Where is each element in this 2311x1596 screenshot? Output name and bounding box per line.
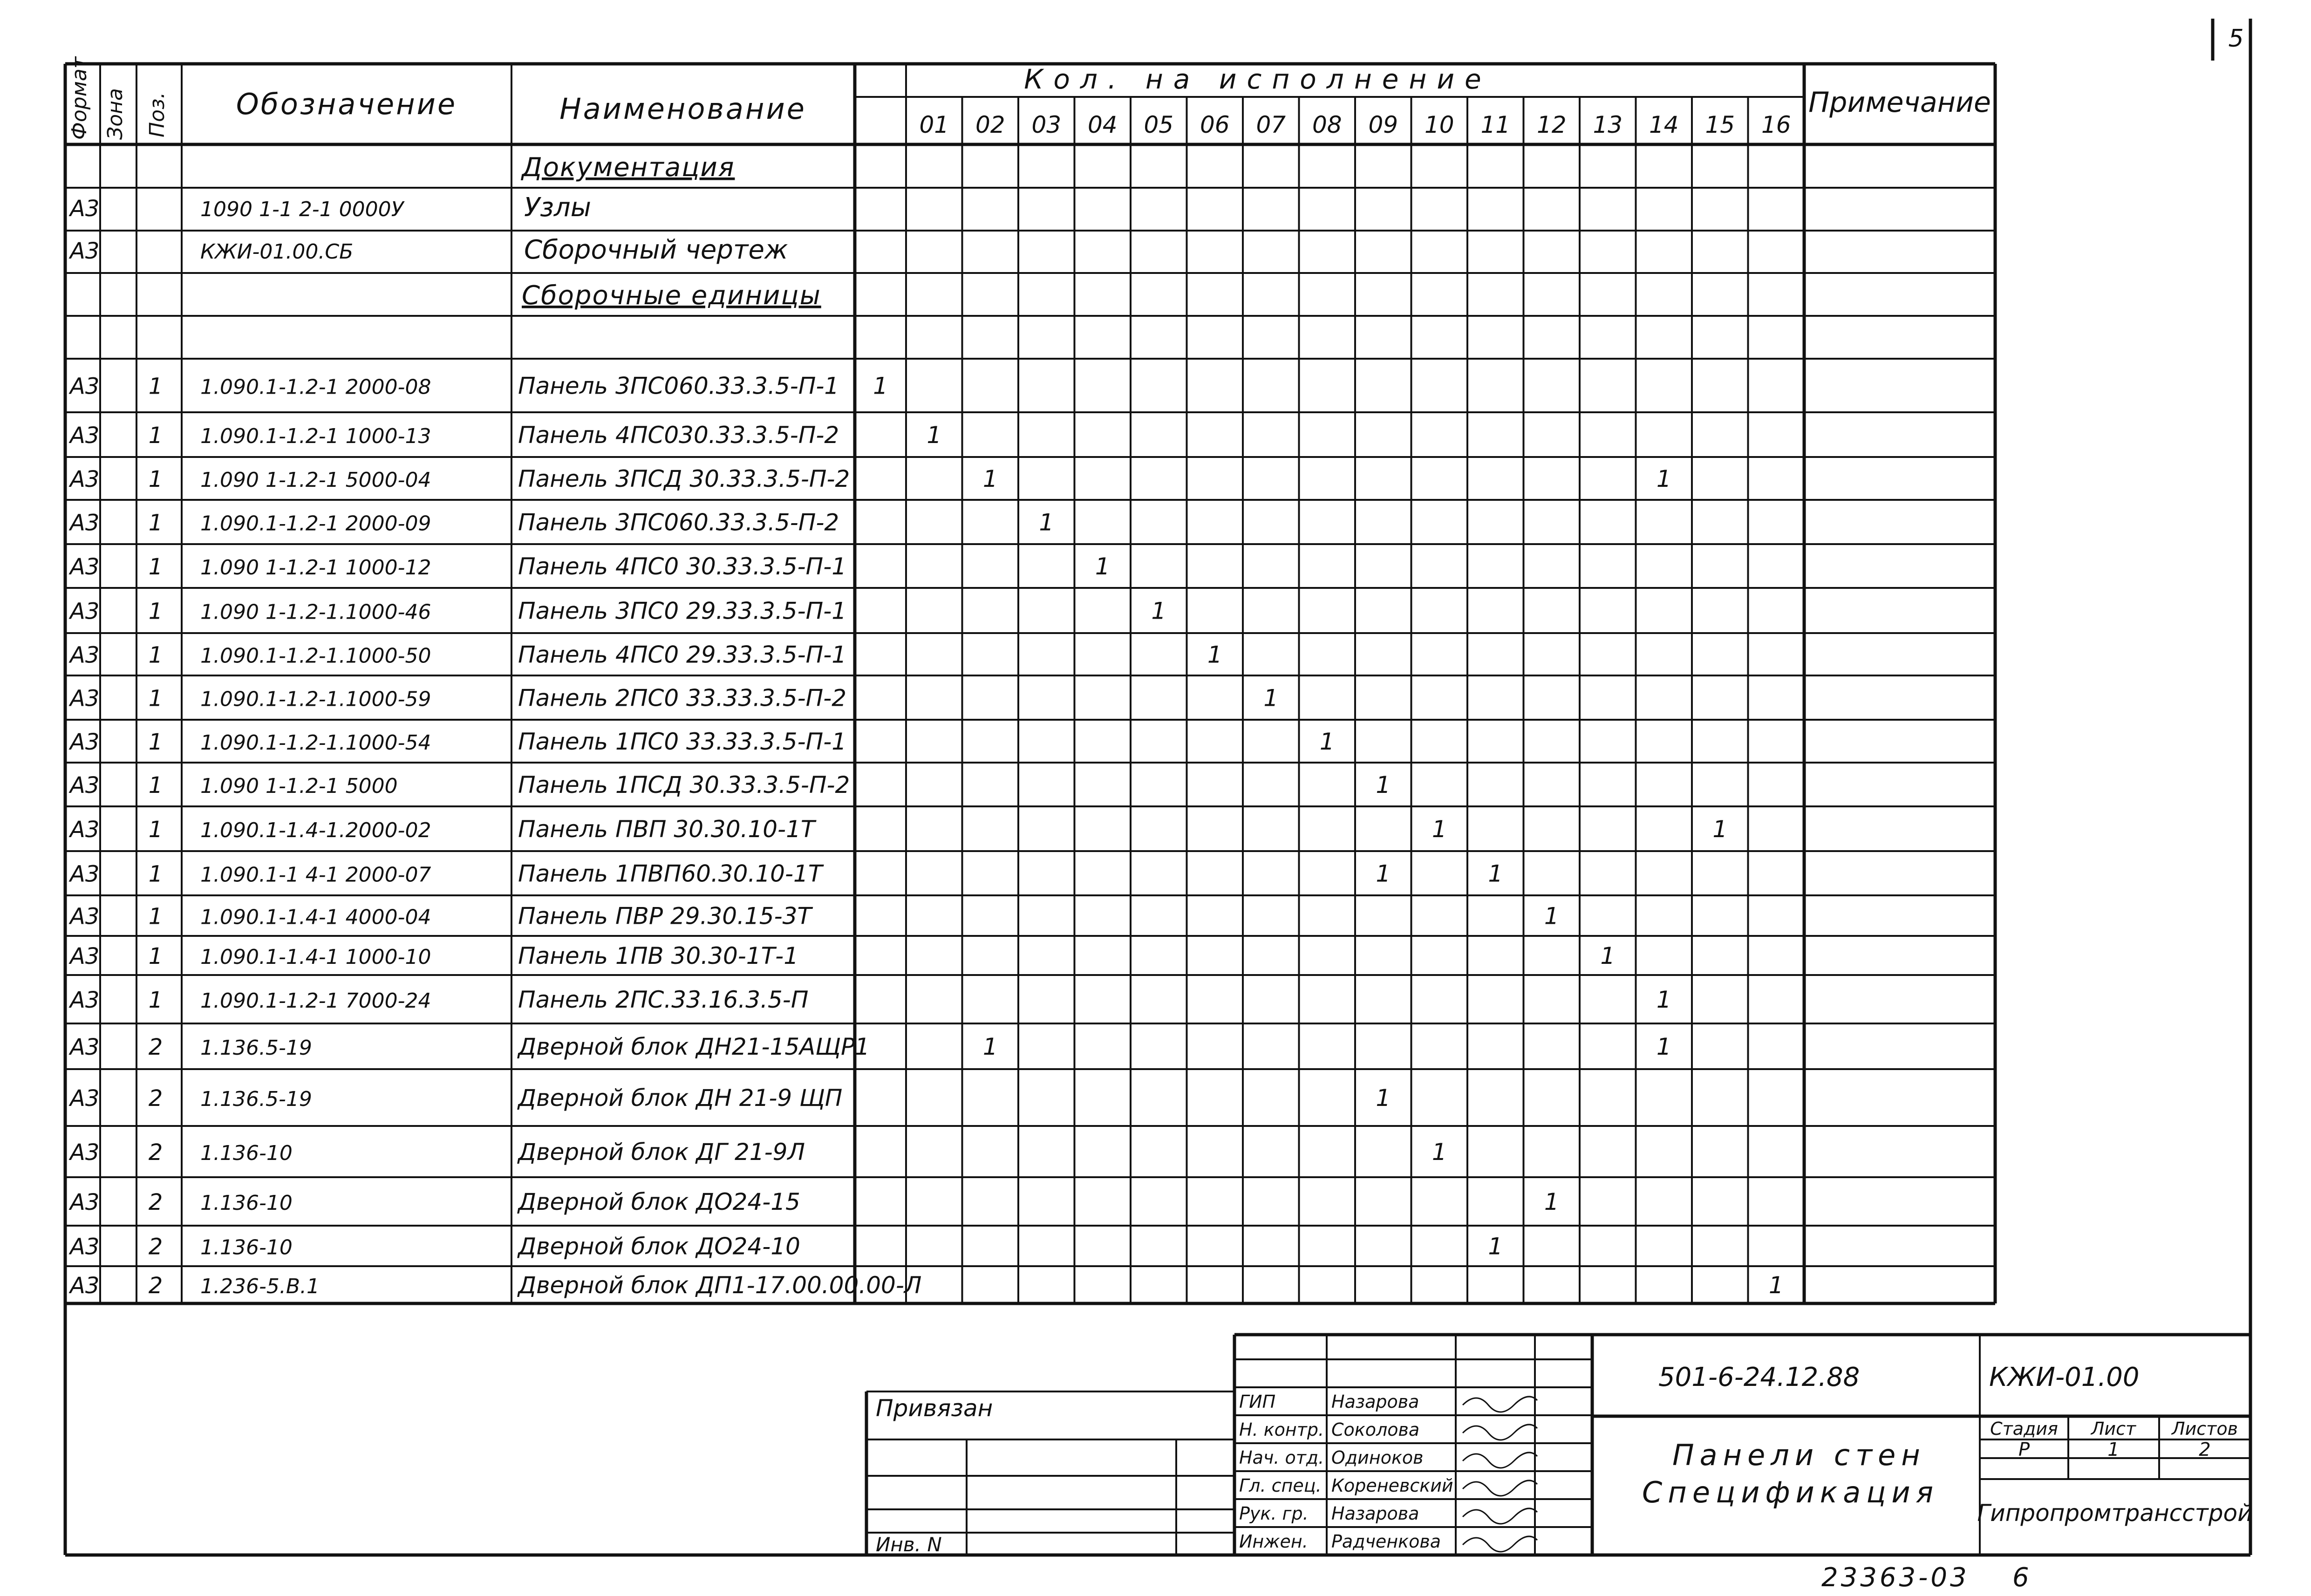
tb-stage-label: Стадия — [1990, 1419, 2058, 1439]
item-name: Панель 1ПВП60.30.10-1Т — [518, 860, 823, 887]
tb-role: Рук. гр. — [1239, 1503, 1309, 1524]
item-format: А3 — [70, 373, 100, 400]
item-qty: 1 — [1039, 509, 1054, 536]
item-designation: 1.236-5.В.1 — [200, 1275, 320, 1298]
header-designation: Обозначение — [236, 87, 457, 121]
item-designation: 1.090 1-1.2-1.1000-46 — [200, 600, 431, 624]
header-zone: Зона — [103, 88, 127, 140]
section-assemblies: Сборочные единицы — [522, 280, 821, 311]
item-designation: 1.090.1-1.2-1 7000-24 — [200, 989, 431, 1013]
item-qty: 1 — [1656, 1033, 1671, 1060]
item-name: Панель 1ПС0 33.33.3.5-П-1 — [518, 728, 847, 755]
item-designation: 1.136.5-19 — [200, 1087, 312, 1111]
tb-sheets: 2 — [2199, 1439, 2211, 1460]
item-format: А3 — [70, 729, 100, 755]
tb-person: Соколова — [1331, 1419, 1420, 1440]
item-format: А3 — [70, 772, 100, 798]
item-qty: 1 — [1095, 553, 1110, 580]
item-designation: 1.090.1-1.2-1 2000-08 — [200, 375, 431, 399]
item-pos: 1 — [148, 943, 163, 969]
item-pos: 2 — [148, 1273, 163, 1299]
item-format: А3 — [70, 642, 100, 668]
item-pos: 2 — [148, 1085, 163, 1112]
tb-person: Назарова — [1331, 1503, 1419, 1524]
signature-scribble — [1463, 1397, 1537, 1412]
header-variant-04: 04 — [1087, 111, 1118, 138]
item-format: А3 — [70, 1234, 100, 1260]
item-name: Дверной блок ДП1-17.00.00.00-Л — [518, 1272, 922, 1299]
item-format: А3 — [70, 685, 100, 712]
item-qty: 1 — [1600, 942, 1616, 969]
tb-role: ГИП — [1239, 1391, 1276, 1412]
item-format: А3 — [70, 987, 100, 1013]
tb-title-line1: Панели стен — [1672, 1438, 1926, 1472]
item-pos: 1 — [148, 817, 163, 843]
header-variant-14: 14 — [1649, 111, 1679, 138]
header-variant-03: 03 — [1031, 111, 1062, 138]
item-pos: 1 — [148, 772, 163, 798]
item-designation: 1.090 1-1.2-1 5000 — [200, 774, 398, 798]
header-variant-16: 16 — [1761, 111, 1791, 138]
item-format: А3 — [70, 510, 100, 536]
header-name: Наименование — [559, 92, 806, 126]
item-pos: 1 — [148, 642, 163, 668]
item-designation: 1.136.5-19 — [200, 1036, 312, 1060]
item-qty: 1 — [1207, 641, 1222, 668]
tb-inv: Инв. N — [876, 1533, 942, 1556]
doc-row-format: А3 — [70, 196, 100, 222]
item-name: Панель 2ПС0 33.33.3.5-П-2 — [518, 684, 847, 712]
doc-row-name: Узлы — [524, 192, 591, 223]
tb-role: Гл. спец. — [1239, 1475, 1322, 1496]
tb-linked: Привязан — [876, 1395, 993, 1422]
header-variant-07: 07 — [1256, 111, 1286, 138]
header-variant-13: 13 — [1593, 111, 1623, 138]
tb-person: Одиноков — [1331, 1447, 1424, 1468]
doc-row-name: Сборочный чертеж — [524, 235, 788, 265]
item-qty: 1 — [1488, 1233, 1503, 1260]
page-number: 5 — [2228, 25, 2244, 53]
item-designation: 1.136-10 — [200, 1141, 293, 1165]
item-qty: 1 — [1544, 902, 1559, 930]
tb-role: Инжен. — [1239, 1531, 1308, 1552]
item-format: А3 — [70, 943, 100, 969]
item-designation: 1.090 1-1.2-1 5000-04 — [200, 468, 431, 492]
item-pos: 1 — [148, 685, 163, 712]
item-name: Панель 3ПС060.33.3.5-П-1 — [518, 372, 839, 400]
header-variant-02: 02 — [975, 111, 1005, 138]
item-designation: 1.090 1-1.2-1 1000-12 — [200, 556, 431, 580]
doc-row-designation: 1090 1-1 2-1 0000У — [200, 198, 404, 221]
item-format: А3 — [70, 1034, 100, 1060]
section-documentation: Документация — [522, 152, 735, 183]
header-variant-05: 05 — [1144, 111, 1174, 138]
item-qty: 1 — [982, 465, 998, 492]
tb-project-code: 501-6-24.12.88 — [1658, 1362, 1860, 1392]
item-qty: 1 — [1376, 1084, 1391, 1112]
header-variant-01: 01 — [919, 111, 949, 138]
doc-row-designation: КЖИ-01.00.СБ — [200, 240, 354, 264]
item-designation: 1.090.1-1.2-1 1000-13 — [200, 424, 431, 448]
item-name: Дверной блок ДН21-15АЩР1 — [518, 1033, 870, 1060]
header-variant-08: 08 — [1312, 111, 1342, 138]
tb-sheet: 1 — [2107, 1439, 2120, 1460]
header-note: Примечание — [1808, 86, 1991, 119]
item-qty: 1 — [1432, 1139, 1447, 1166]
item-qty: 1 — [1319, 728, 1335, 755]
item-format: А3 — [70, 1273, 100, 1299]
item-name: Панель 4ПС0 29.33.3.5-П-1 — [518, 641, 847, 668]
item-qty: 1 — [1656, 465, 1671, 492]
item-qty: 1 — [1768, 1272, 1784, 1299]
item-name: Панель 3ПС060.33.3.5-П-2 — [518, 509, 839, 536]
header-variant-11: 11 — [1480, 111, 1511, 138]
item-format: А3 — [70, 903, 100, 930]
item-name: Панель 1ПВ 30.30-1Т-1 — [518, 942, 799, 969]
item-qty: 1 — [1151, 597, 1166, 625]
item-pos: 1 — [148, 861, 163, 887]
item-name: Панель 2ПС.33.16.3.5-П — [518, 986, 809, 1013]
header-pos: Поз. — [145, 92, 169, 137]
item-designation: 1.090.1-1.4-1.2000-02 — [200, 818, 431, 842]
item-pos: 1 — [148, 903, 163, 930]
header-variant-06: 06 — [1200, 111, 1230, 138]
item-format: А3 — [70, 1139, 100, 1166]
item-pos: 2 — [148, 1234, 163, 1260]
tb-sheet-label: Лист — [2091, 1419, 2136, 1439]
item-name: Дверной блок ДН 21-9 ЩП — [518, 1084, 843, 1112]
tb-organization: Гипропромтрансстрой — [1977, 1500, 2253, 1527]
item-pos: 1 — [148, 423, 163, 449]
item-qty: 1 — [1263, 684, 1279, 712]
archive-number: 23363-03 — [1821, 1562, 1970, 1593]
tb-doc-code: КЖИ-01.00 — [1989, 1362, 2140, 1392]
item-name: Панель ПВП 30.30.10-1Т — [518, 816, 815, 843]
item-qty: 1 — [873, 372, 888, 400]
item-qty: 1 — [982, 1033, 998, 1060]
item-pos: 1 — [148, 466, 163, 492]
item-pos: 1 — [148, 598, 163, 625]
header-format: Формат — [68, 56, 91, 140]
item-designation: 1.090.1-1.2-1.1000-59 — [200, 687, 431, 711]
item-pos: 1 — [148, 987, 163, 1013]
tb-person: Назарова — [1331, 1391, 1419, 1412]
item-qty: 1 — [1656, 986, 1671, 1013]
tb-role: Н. контр. — [1239, 1419, 1324, 1440]
item-qty: 1 — [1376, 860, 1391, 887]
item-pos: 2 — [148, 1139, 163, 1166]
item-pos: 1 — [148, 373, 163, 400]
item-name: Панель 4ПС030.33.3.5-П-2 — [518, 422, 839, 449]
item-designation: 1.090.1-1.2-1 2000-09 — [200, 512, 431, 536]
signature-scribble — [1463, 1480, 1537, 1496]
item-qty: 1 — [1544, 1188, 1559, 1215]
header-variant-10: 10 — [1424, 111, 1454, 138]
item-qty: 1 — [1712, 816, 1728, 843]
item-designation: 1.136-10 — [200, 1191, 293, 1215]
tb-person: Радченкова — [1331, 1531, 1441, 1552]
signature-scribble — [1463, 1508, 1537, 1524]
item-qty: 1 — [1376, 771, 1391, 798]
header-qty: Кол. на исполнение — [1024, 63, 1492, 95]
archive-suffix: 6 — [2012, 1562, 2029, 1593]
signature-scribble — [1463, 1536, 1537, 1552]
item-qty: 1 — [1432, 816, 1447, 843]
item-format: А3 — [70, 598, 100, 625]
item-name: Панель ПВР 29.30.15-3Т — [518, 902, 812, 930]
header-variant-09: 09 — [1368, 111, 1398, 138]
item-name: Дверной блок ДО24-15 — [518, 1188, 800, 1215]
item-designation: 1.136-10 — [200, 1235, 293, 1260]
item-format: А3 — [70, 1189, 100, 1215]
item-name: Панель 3ПСД 30.33.3.5-П-2 — [518, 465, 850, 492]
item-format: А3 — [70, 817, 100, 843]
tb-person: Кореневский — [1331, 1475, 1453, 1496]
item-format: А3 — [70, 554, 100, 580]
tb-role: Нач. отд. — [1239, 1447, 1324, 1468]
item-format: А3 — [70, 466, 100, 492]
item-designation: 1.090.1-1.2-1.1000-50 — [200, 644, 431, 668]
item-name: Панель 3ПС0 29.33.3.5-П-1 — [518, 597, 847, 625]
signature-scribble — [1463, 1425, 1537, 1440]
item-name: Панель 4ПС0 30.33.3.5-П-1 — [518, 553, 847, 580]
item-pos: 2 — [148, 1189, 163, 1215]
item-designation: 1.090.1-1.2-1.1000-54 — [200, 731, 431, 755]
item-pos: 1 — [148, 510, 163, 536]
item-name: Дверной блок ДО24-10 — [518, 1233, 800, 1260]
header-variant-12: 12 — [1536, 111, 1567, 138]
item-pos: 2 — [148, 1034, 163, 1060]
item-name: Дверной блок ДГ 21-9Л — [518, 1139, 805, 1166]
header-variant-15: 15 — [1705, 111, 1735, 138]
item-format: А3 — [70, 1085, 100, 1112]
table-text — [68, 25, 2244, 1299]
item-format: А3 — [70, 423, 100, 449]
item-designation: 1.090.1-1.4-1 4000-04 — [200, 905, 431, 929]
item-name: Панель 1ПСД 30.33.3.5-П-2 — [518, 771, 850, 798]
tb-stage: Р — [2018, 1439, 2030, 1460]
item-format: А3 — [70, 861, 100, 887]
item-pos: 1 — [148, 554, 163, 580]
item-pos: 1 — [148, 729, 163, 755]
tb-sheets-label: Листов — [2172, 1419, 2238, 1439]
item-qty: 1 — [927, 422, 942, 449]
doc-row-format: А3 — [70, 238, 100, 264]
tb-title-line2: Спецификация — [1642, 1475, 1939, 1509]
item-designation: 1.090.1-1 4-1 2000-07 — [200, 863, 431, 887]
item-qty: 1 — [1488, 860, 1503, 887]
signature-scribble — [1463, 1453, 1537, 1468]
item-designation: 1.090.1-1.4-1 1000-10 — [200, 945, 431, 969]
